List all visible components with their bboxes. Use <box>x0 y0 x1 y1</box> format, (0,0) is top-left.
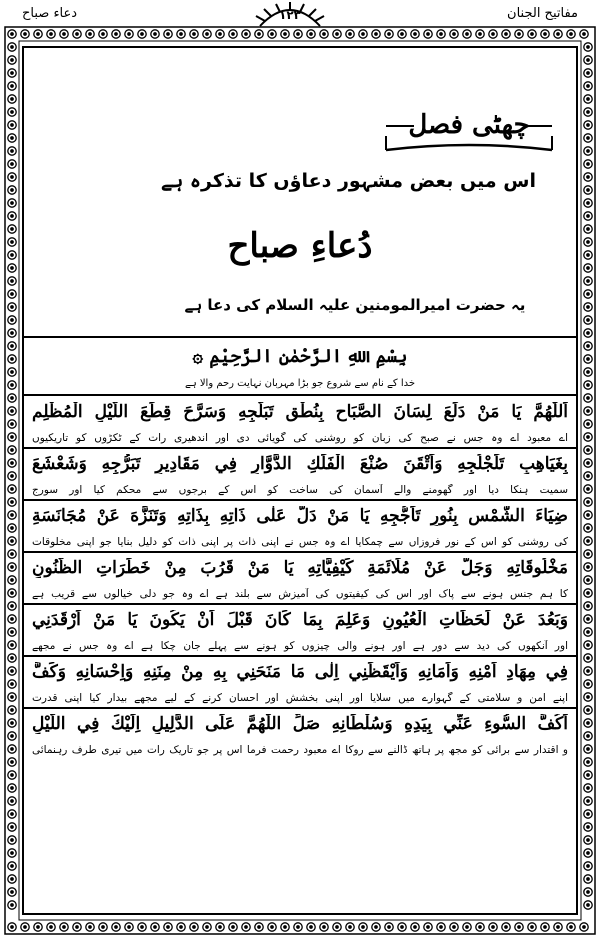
border-dot <box>349 926 351 928</box>
border-dot <box>11 124 13 126</box>
border-dot <box>362 33 364 35</box>
arabic-line: فِي مِهَادِ اَمْنِهِ وَاَمَانِهِ وَاَيْقَظَنِي اِلٰى مَا مَنَحَنِي بِهِ مِنْ مِنَنِهِ وَاِحْسَانِهِ وَكَفَّ <box>32 662 568 682</box>
border-dot <box>11 215 13 217</box>
border-dot <box>102 926 104 928</box>
border-dot <box>587 605 589 607</box>
border-dot <box>557 926 559 928</box>
divider <box>24 655 576 657</box>
border-dot <box>219 33 221 35</box>
border-dot <box>11 670 13 672</box>
border-dot <box>375 33 377 35</box>
border-dot <box>11 46 13 48</box>
border-dot <box>102 33 104 35</box>
border-dot <box>587 241 589 243</box>
border-dot <box>587 761 589 763</box>
border-dot <box>11 137 13 139</box>
border-dot <box>11 540 13 542</box>
border-dot <box>50 33 52 35</box>
divider <box>24 603 576 605</box>
border-dot <box>11 397 13 399</box>
border-dot <box>11 410 13 412</box>
border-dot <box>388 926 390 928</box>
border-dot <box>154 926 156 928</box>
border-dot <box>11 501 13 503</box>
border-dot <box>587 553 589 555</box>
border-dot <box>587 566 589 568</box>
border-dot <box>128 33 130 35</box>
border-dot <box>11 553 13 555</box>
translation-line: اور آنکھوں کی دید سے دور ہے اور ہونے والی چیزوں کو ہونے سے پہلے جان چکا ہے اے وہ جس نے مجھے <box>32 640 568 652</box>
border-dot <box>11 605 13 607</box>
border-dot <box>11 85 13 87</box>
border-dot <box>587 891 589 893</box>
bismillah-translation: خدا کے نام سے شروع جو بڑا مہربان نہایت رحم والا ہے <box>184 378 416 389</box>
border-dot <box>587 150 589 152</box>
border-dot <box>492 33 494 35</box>
border-dot <box>587 46 589 48</box>
border-dot <box>258 33 260 35</box>
border-dot <box>11 228 13 230</box>
page-number: ۱۲۳ <box>279 8 301 22</box>
border-dot <box>11 926 13 928</box>
border-dot <box>587 683 589 685</box>
border-dot <box>11 631 13 633</box>
border-dot <box>11 475 13 477</box>
border-dot <box>297 926 299 928</box>
translation-line: و اقتدار سے برائی کو مجھ پر ہاتھ ڈالنے سے روکا اے معبود رحمت فرما اس پر جو تاریک رات میں تیری طرف رہنمائی <box>32 744 568 756</box>
border-dot <box>310 33 312 35</box>
border-dot <box>11 488 13 490</box>
border-dot <box>180 926 182 928</box>
translation-line: اے معبود اے وہ جس نے صبح کی زبان کو روشنی کی گویائی دی اور اندھیری رات کے ٹکڑوں کو تاریکیوں <box>32 432 568 444</box>
border-dot <box>587 501 589 503</box>
border-dot <box>587 267 589 269</box>
border-dot <box>587 410 589 412</box>
border-dot <box>323 33 325 35</box>
border-dot <box>11 280 13 282</box>
border-dot <box>11 384 13 386</box>
arabic-line: ضِيَاءَ الشَّمْسِ بِنُورِ تَاَجُّجِهِ يَا مَنْ دَلَّ عَلٰى ذَاتِهِ بِذَاتِهِ وَتَنَزَّهَ عَنْ مُجَانَسَةِ <box>32 506 568 526</box>
border-dot <box>587 280 589 282</box>
intro-text: اس میں بعض مشہور دعاؤں کا تذکرہ ہے <box>161 170 536 192</box>
border-dot <box>24 33 26 35</box>
border-dot <box>11 735 13 737</box>
border-dot <box>453 33 455 35</box>
border-dot <box>388 33 390 35</box>
border-dot <box>11 800 13 802</box>
border-dot <box>583 926 585 928</box>
border-dot <box>557 33 559 35</box>
border-dot <box>50 926 52 928</box>
border-dot <box>336 926 338 928</box>
border-dot <box>11 254 13 256</box>
border-dot <box>11 345 13 347</box>
border-dot <box>11 839 13 841</box>
border-dot <box>587 670 589 672</box>
border-dot <box>11 371 13 373</box>
border-dot <box>232 33 234 35</box>
border-dot <box>11 436 13 438</box>
border-dot <box>587 423 589 425</box>
border-dot <box>531 33 533 35</box>
border-dot <box>11 566 13 568</box>
border-dot <box>401 33 403 35</box>
border-dot <box>587 72 589 74</box>
border-dot <box>11 813 13 815</box>
border-dot <box>167 33 169 35</box>
border-dot <box>427 33 429 35</box>
border-dot <box>180 33 182 35</box>
border-dot <box>466 33 468 35</box>
border-dot <box>167 926 169 928</box>
border-dot <box>587 475 589 477</box>
border-dot <box>587 592 589 594</box>
border-dot <box>11 683 13 685</box>
border-dot <box>323 926 325 928</box>
border-dot <box>11 98 13 100</box>
border-dot <box>587 800 589 802</box>
bismillah: بِسْمِ اللهِ الرَّحْمٰنِ الرَّحِيْمِ ۞ <box>192 346 408 367</box>
border-dot <box>11 449 13 451</box>
border-dot <box>11 332 13 334</box>
border-dot <box>11 891 13 893</box>
border-dot <box>11 163 13 165</box>
border-dot <box>11 865 13 867</box>
border-dot <box>37 33 39 35</box>
border-dot <box>11 111 13 113</box>
border-dot <box>587 111 589 113</box>
border-dot <box>11 722 13 724</box>
border-dot <box>587 163 589 165</box>
border-dot <box>284 33 286 35</box>
border-dot <box>11 293 13 295</box>
border-dot <box>587 436 589 438</box>
border-dot <box>11 761 13 763</box>
translation-line: سمیت ہنکا دیا اور گھومنے والے آسمان کی ساخت کو اس کے برجوں سے محکم کیا اور سورج <box>32 484 568 496</box>
border-dot <box>587 85 589 87</box>
border-dot <box>362 926 364 928</box>
border-dot <box>587 618 589 620</box>
border-dot <box>587 787 589 789</box>
border-dot <box>128 926 130 928</box>
arabic-line: وَبَعُدَ عَنْ لَحَظَاتِ الْعُيُونِ وَعَلِمَ بِمَا كَانَ قَبْلَ اَنْ يَكُونَ يَا مَنْ اَرْقَدَنِي <box>32 610 568 630</box>
border-dot <box>587 826 589 828</box>
border-dot <box>587 696 589 698</box>
border-dot <box>587 813 589 815</box>
page-content-frame <box>22 46 578 915</box>
border-dot <box>453 926 455 928</box>
border-dot <box>587 709 589 711</box>
border-dot <box>154 33 156 35</box>
border-dot <box>219 926 221 928</box>
border-dot <box>11 826 13 828</box>
border-dot <box>63 33 65 35</box>
border-dot <box>587 657 589 659</box>
border-dot <box>11 306 13 308</box>
header-left-title: دعاء صباح <box>22 6 78 21</box>
border-dot <box>310 926 312 928</box>
border-dot <box>587 215 589 217</box>
border-dot <box>587 852 589 854</box>
border-dot <box>587 514 589 516</box>
border-dot <box>245 33 247 35</box>
border-dot <box>587 202 589 204</box>
border-dot <box>479 33 481 35</box>
border-dot <box>440 33 442 35</box>
border-dot <box>76 926 78 928</box>
border-dot <box>518 33 520 35</box>
border-dot <box>544 33 546 35</box>
header-right-title: مفاتیح الجنان <box>507 6 578 21</box>
border-dot <box>587 488 589 490</box>
translation-line: اپنے امن و سلامتی کے گہوارے میں سلایا اور اپنی بخشش اور احسان کرنے کے لیے مجھے بیدار کیا اپنی قدرت <box>32 692 568 704</box>
border-dot <box>11 267 13 269</box>
border-dot <box>206 33 208 35</box>
border-dot <box>284 926 286 928</box>
border-dot <box>587 878 589 880</box>
border-dot <box>587 579 589 581</box>
border-dot <box>375 926 377 928</box>
border-dot <box>587 865 589 867</box>
border-dot <box>570 33 572 35</box>
border-dot <box>587 748 589 750</box>
border-dot <box>531 926 533 928</box>
border-dot <box>479 926 481 928</box>
border-dot <box>587 332 589 334</box>
border-dot <box>141 33 143 35</box>
arabic-line: مَخْلُوقَاتِهِ وَجَلَّ عَنْ مُلَائَمَةِ كَيْفِيَّاتِهِ يَا مَنْ قَرُبَ مِنْ خَطَرَاتِ الظُّنُونِ <box>32 558 568 578</box>
border-dot <box>587 345 589 347</box>
arabic-line: اَكُفَّ السُّوءِ عَنِّي بِيَدِهِ وَسُلْطَانِهِ صَلِّ اللّٰهُمَّ عَلَى الدَّلِيلِ اِلَيْكَ فِي اللَّيْلِ <box>32 714 568 734</box>
border-dot <box>583 33 585 35</box>
border-dot <box>587 254 589 256</box>
border-dot <box>11 358 13 360</box>
border-dot <box>11 748 13 750</box>
border-dot <box>587 631 589 633</box>
border-dot <box>544 926 546 928</box>
border-dot <box>11 644 13 646</box>
border-dot <box>141 926 143 928</box>
border-dot <box>587 527 589 529</box>
border-dot <box>587 358 589 360</box>
border-dot <box>63 926 65 928</box>
border-dot <box>11 319 13 321</box>
border-dot <box>587 371 589 373</box>
border-dot <box>336 33 338 35</box>
border-dot <box>587 59 589 61</box>
border-dot <box>271 926 273 928</box>
divider <box>24 394 576 396</box>
border-dot <box>587 839 589 841</box>
border-dot <box>11 72 13 74</box>
border-dot <box>587 176 589 178</box>
border-dot <box>11 150 13 152</box>
border-dot <box>206 926 208 928</box>
border-dot <box>245 926 247 928</box>
border-dot <box>587 735 589 737</box>
border-dot <box>258 926 260 928</box>
border-dot <box>587 293 589 295</box>
border-dot <box>11 878 13 880</box>
border-dot <box>518 926 520 928</box>
border-dot <box>587 98 589 100</box>
border-dot <box>587 189 589 191</box>
border-dot <box>11 423 13 425</box>
divider <box>24 447 576 449</box>
border-dot <box>232 926 234 928</box>
border-dot <box>11 202 13 204</box>
border-dot <box>11 33 13 35</box>
border-dot <box>401 926 403 928</box>
translation-line: کا ہم جنس ہونے سے پاک اور اس کی کیفیتوں کی آمیزش سے بلند ہے اے وہ جو دلی خیالوں سے قریب ہے <box>32 588 568 600</box>
border-dot <box>11 657 13 659</box>
border-dot <box>89 33 91 35</box>
attribution-text: یہ حضرت امیرالمومنین علیہ السلام کی دعا ہے <box>184 296 526 314</box>
border-dot <box>427 926 429 928</box>
border-dot <box>587 540 589 542</box>
border-dot <box>271 33 273 35</box>
divider <box>24 336 576 338</box>
border-dot <box>492 926 494 928</box>
border-dot <box>11 59 13 61</box>
border-dot <box>414 926 416 928</box>
border-dot <box>587 722 589 724</box>
section-title-box <box>384 106 554 158</box>
border-dot <box>11 592 13 594</box>
border-dot <box>587 228 589 230</box>
border-dot <box>505 926 507 928</box>
border-dot <box>466 926 468 928</box>
border-dot <box>89 926 91 928</box>
border-dot <box>11 189 13 191</box>
arabic-line: اَللّٰهُمَّ يَا مَنْ دَلَعَ لِسَانَ الصَّبَاحِ بِنُطْقِ تَبَلُّجِهِ وَسَرَّحَ قِطَعَ اللَّيْلِ الْمُظْلِمِ <box>32 402 568 422</box>
border-dot <box>37 926 39 928</box>
border-dot <box>11 904 13 906</box>
border-dot <box>570 926 572 928</box>
divider <box>24 707 576 709</box>
border-dot <box>11 241 13 243</box>
border-dot <box>11 787 13 789</box>
border-dot <box>414 33 416 35</box>
border-dot <box>11 852 13 854</box>
border-dot <box>587 137 589 139</box>
border-dot <box>11 176 13 178</box>
border-dot <box>440 926 442 928</box>
border-dot <box>587 306 589 308</box>
border-dot <box>115 926 117 928</box>
border-dot <box>193 33 195 35</box>
dua-title: دُعاءِ صباح <box>227 226 373 266</box>
border-dot <box>587 319 589 321</box>
border-dot <box>505 33 507 35</box>
border-dot <box>11 579 13 581</box>
border-dot <box>587 774 589 776</box>
border-dot <box>11 709 13 711</box>
border-dot <box>587 449 589 451</box>
border-dot <box>11 618 13 620</box>
border-dot <box>193 926 195 928</box>
border-dot <box>297 33 299 35</box>
border-dot <box>76 33 78 35</box>
arabic-line: بِغَيَاهِبِ تَلَجْلُجِهِ وَاَتْقَنَ صُنْعَ الْفَلَكِ الدَّوَّارِ فِي مَقَادِيرِ تَبَرُّجِهِ وَشَعْشَعَ <box>32 454 568 474</box>
border-dot <box>11 514 13 516</box>
section-title: چھٹی فصل <box>408 110 530 140</box>
border-dot <box>587 904 589 906</box>
border-dot <box>587 462 589 464</box>
border-dot <box>587 124 589 126</box>
border-dot <box>11 696 13 698</box>
border-dot <box>587 397 589 399</box>
translation-line: کی روشنی کو اس کے نور فروزاں سے چمکایا اے وہ جس نے اپنی ذات پر اپنی ذات کو دلیل بنایا جو اپنی مخلوقات <box>32 536 568 548</box>
border-dot <box>11 462 13 464</box>
divider <box>24 499 576 501</box>
border-dot <box>115 33 117 35</box>
border-dot <box>11 774 13 776</box>
border-dot <box>587 384 589 386</box>
border-dot <box>349 33 351 35</box>
border-dot <box>11 527 13 529</box>
page-number-ornament <box>250 2 330 28</box>
border-dot <box>587 644 589 646</box>
divider <box>24 551 576 553</box>
border-dot <box>24 926 26 928</box>
